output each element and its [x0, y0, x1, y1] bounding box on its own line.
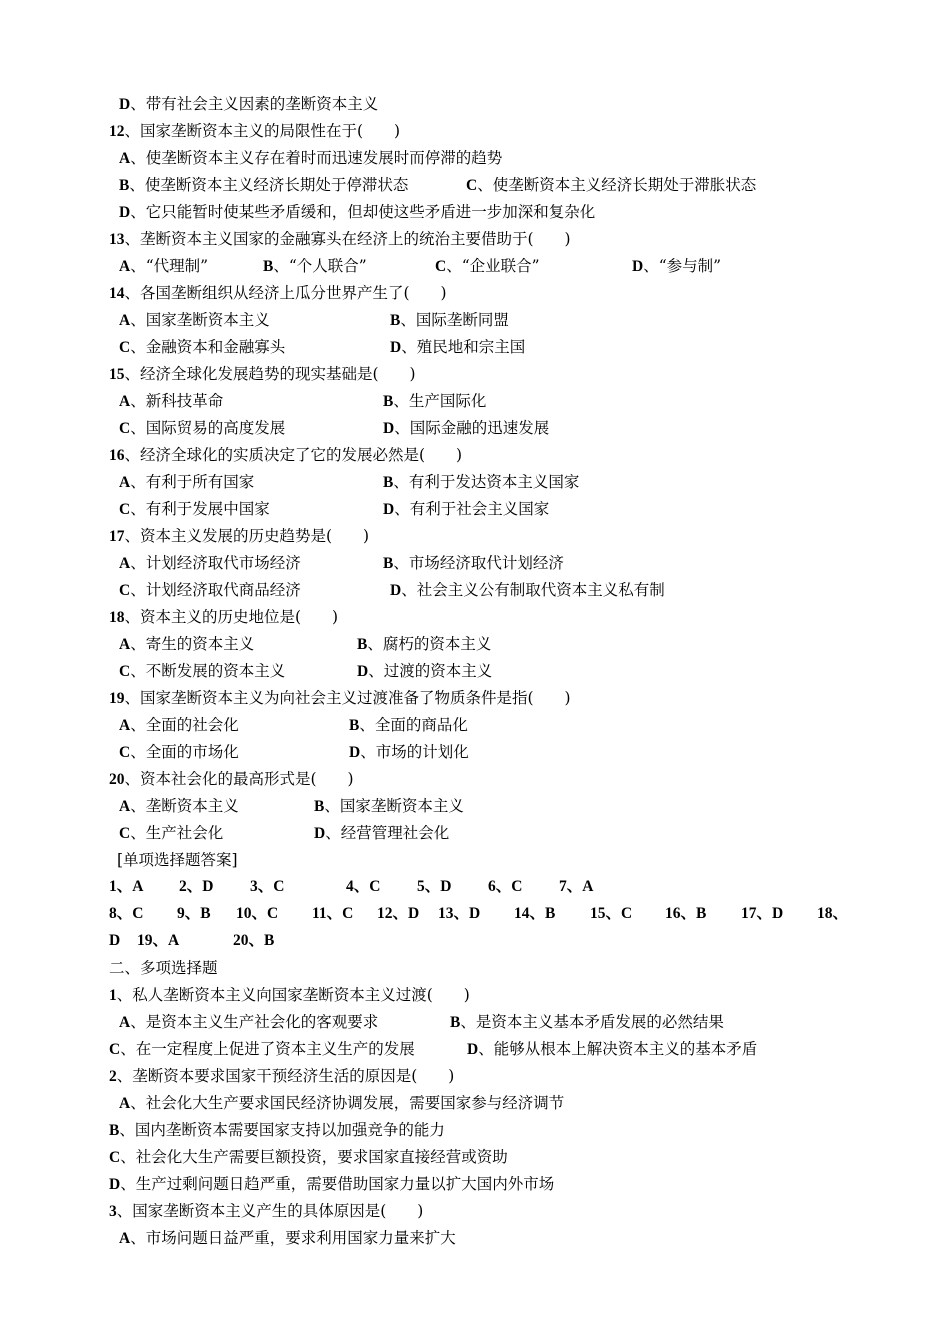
option-line — [119, 1093, 564, 1114]
question-line — [109, 121, 400, 142]
option-letter: A — [119, 1095, 131, 1112]
option-letter: C — [119, 825, 131, 842]
option-letter: C — [109, 1041, 121, 1058]
option-letter: D — [383, 420, 395, 437]
option-letter: B — [450, 1014, 461, 1031]
option-letter: D — [119, 204, 131, 221]
answer-item: 1、A — [109, 878, 144, 895]
option-text: 、“参与制” — [643, 257, 722, 275]
option-text: 、计划经济取代商品经济 — [130, 581, 301, 599]
answer-item: 6、C — [488, 878, 523, 895]
question-text: 、国家垄断资本主义为向社会主义过渡准备了物质条件是指( ) — [124, 689, 571, 707]
option-text: 、“个人联合” — [273, 257, 367, 275]
option-letter: B — [357, 636, 368, 653]
option-line — [119, 94, 378, 115]
question-line — [109, 607, 338, 628]
option-line — [349, 742, 469, 763]
option-text: 、市场的计划化 — [360, 743, 469, 761]
answer-item: 14、B — [514, 905, 556, 922]
section-heading-text: 二、多项选择题 — [109, 959, 218, 977]
option-text: 、在一定程度上促进了资本主义生产的发展 — [120, 1040, 415, 1058]
question-text: 、资本主义的历史地位是( ) — [124, 608, 339, 626]
question-number: 14 — [109, 285, 125, 302]
option-letter: A — [119, 474, 131, 491]
option-letter: A — [119, 636, 131, 653]
section-heading — [109, 958, 218, 978]
option-line — [119, 310, 270, 331]
question-text: 、经济全球化的实质决定了它的发展必然是( ) — [124, 446, 463, 464]
option-text: 、腐朽的资本主义 — [367, 635, 492, 653]
option-text: 、国家垄断资本主义 — [324, 797, 464, 815]
option-text: 、使垄断资本主义经济长期处于停滞状态 — [129, 176, 409, 194]
option-letter: B — [349, 717, 360, 734]
option-letter: D — [390, 582, 402, 599]
option-text: 、计划经济取代市场经济 — [130, 554, 301, 572]
option-line — [119, 499, 270, 520]
option-line — [450, 1012, 724, 1033]
option-text: 、全面的市场化 — [130, 743, 239, 761]
answer-item: 2、D — [179, 878, 214, 895]
question-number: 19 — [109, 690, 125, 707]
option-line — [390, 337, 525, 358]
option-letter: D — [357, 663, 369, 680]
option-letter: D — [109, 1176, 121, 1193]
option-text: 、社会主义公有制取代资本主义私有制 — [401, 581, 665, 599]
option-letter: A — [119, 717, 131, 734]
option-line — [109, 1174, 554, 1195]
question-text: 、经济全球化发展趋势的现实基础是( ) — [124, 365, 416, 383]
option-text: 、全面的商品化 — [359, 716, 468, 734]
option-text: 、是资本主义生产社会化的客观要求 — [130, 1013, 379, 1031]
option-text: 、社会化大生产要求国民经济协调发展，需要国家参与经济调节 — [130, 1094, 565, 1112]
question-number: 15 — [109, 366, 125, 383]
option-text: 、国际垄断同盟 — [400, 311, 509, 329]
option-text: 、社会化大生产需要巨额投资，要求国家直接经营或资助 — [120, 1148, 508, 1166]
option-text: 、过渡的资本主义 — [368, 662, 493, 680]
option-letter: C — [119, 420, 131, 437]
question-number: 17 — [109, 528, 125, 545]
question-number: 16 — [109, 447, 125, 464]
option-line — [390, 310, 509, 331]
answer-row — [0, 877, 950, 897]
option-text: 、全面的社会化 — [130, 716, 239, 734]
option-line — [119, 715, 239, 736]
option-text: 、寄生的资本主义 — [130, 635, 255, 653]
option-letter: B — [119, 177, 130, 194]
answers-heading: [单项选择题答案] — [117, 851, 238, 869]
answer-item: 7、A — [559, 878, 594, 895]
option-letter: B — [314, 798, 325, 815]
option-letter: D — [119, 96, 131, 113]
question-text: 、私人垄断资本主义向国家垄断资本主义过渡( ) — [116, 986, 470, 1004]
option-line — [119, 742, 239, 763]
answer-item: 16、B — [665, 905, 707, 922]
question-number: 18 — [109, 609, 125, 626]
answer-item: 3、C — [250, 878, 285, 895]
option-text: 、有利于所有国家 — [130, 473, 255, 491]
question-line — [109, 445, 462, 466]
answer-item: 11、C — [312, 905, 354, 922]
question-line — [109, 364, 416, 385]
option-line — [263, 256, 367, 277]
question-text: 、各国垄断组织从经济上瓜分世界产生了( ) — [124, 284, 447, 302]
option-line — [314, 796, 464, 817]
question-line — [109, 688, 571, 709]
option-letter: D — [467, 1041, 479, 1058]
answer-item: 12、D — [377, 905, 420, 922]
option-line — [467, 1039, 757, 1060]
option-line — [383, 553, 564, 574]
option-text: 、市场问题日益严重，要求利用国家力量来扩大 — [130, 1229, 456, 1247]
option-letter: A — [119, 258, 131, 275]
option-line — [119, 1228, 456, 1249]
option-line — [383, 499, 549, 520]
option-letter: D — [632, 258, 644, 275]
option-letter: A — [119, 393, 131, 410]
option-letter: B — [383, 393, 394, 410]
answer-item: 17、D — [741, 905, 784, 922]
option-line — [357, 634, 491, 655]
option-letter: B — [263, 258, 274, 275]
question-number: 1 — [109, 987, 117, 1004]
option-text: 、有利于发展中国家 — [130, 500, 270, 518]
option-line — [109, 1039, 415, 1060]
option-line — [119, 472, 254, 493]
question-line — [109, 1066, 454, 1087]
option-letter: B — [390, 312, 401, 329]
option-text: 、带有社会主义因素的垄断资本主义 — [130, 95, 379, 113]
option-line — [109, 1120, 445, 1141]
question-line — [109, 229, 571, 250]
question-number: 13 — [109, 231, 125, 248]
option-letter: B — [383, 555, 394, 572]
option-text: 、国家垄断资本主义 — [130, 311, 270, 329]
option-letter: A — [119, 150, 131, 167]
question-line — [109, 1201, 423, 1222]
option-letter: D — [349, 744, 361, 761]
question-line — [109, 283, 447, 304]
option-text: 、金融资本和金融寡头 — [130, 338, 286, 356]
option-text: 、新科技革命 — [130, 392, 224, 410]
question-line — [109, 769, 354, 790]
option-text: 、生产社会化 — [130, 824, 224, 842]
answer-item: 18、 — [817, 905, 849, 922]
option-text: 、经营管理社会化 — [325, 824, 450, 842]
option-text: 、有利于社会主义国家 — [394, 500, 550, 518]
option-letter: B — [383, 474, 394, 491]
option-line — [119, 391, 223, 412]
option-line — [119, 661, 285, 682]
question-number: 3 — [109, 1203, 117, 1220]
option-line — [383, 418, 549, 439]
answer-item: 20、B — [233, 932, 275, 949]
answer-item: D — [109, 932, 121, 949]
option-line — [119, 256, 208, 277]
option-letter: A — [119, 555, 131, 572]
option-text: 、不断发展的资本主义 — [130, 662, 286, 680]
option-text: 、殖民地和宗主国 — [401, 338, 526, 356]
option-line — [119, 175, 408, 196]
option-line — [119, 148, 502, 169]
question-text: 、垄断资本主义国家的金融寡头在经济上的统治主要借助于( ) — [124, 230, 571, 248]
option-line — [383, 391, 486, 412]
question-number: 20 — [109, 771, 125, 788]
answer-item: 10、C — [236, 905, 279, 922]
option-letter: B — [109, 1122, 120, 1139]
option-letter: C — [119, 744, 131, 761]
option-text: 、有利于发达资本主义国家 — [393, 473, 580, 491]
question-text: 、资本主义发展的历史趋势是( ) — [124, 527, 370, 545]
answer-item: 8、C — [109, 905, 144, 922]
option-text: 、使垄断资本主义经济长期处于滞胀状态 — [477, 176, 757, 194]
option-text: 、能够从根本上解决资本主义的基本矛盾 — [478, 1040, 758, 1058]
option-text: 、使垄断资本主义存在着时而迅速发展时而停滞的趋势 — [130, 149, 503, 167]
answer-row — [0, 931, 950, 951]
option-line — [383, 472, 579, 493]
option-line — [390, 580, 665, 601]
option-text: 、垄断资本主义 — [130, 797, 239, 815]
answer-row — [0, 904, 950, 924]
option-line — [466, 175, 756, 196]
question-text: 、国家垄断资本主义产生的具体原因是( ) — [116, 1202, 424, 1220]
question-text: 、资本社会化的最高形式是( ) — [124, 770, 354, 788]
option-letter: A — [119, 798, 131, 815]
option-line — [435, 256, 540, 277]
option-letter: C — [109, 1149, 121, 1166]
option-line — [109, 1147, 508, 1168]
answer-item: 5、D — [417, 878, 452, 895]
option-text: 、是资本主义基本矛盾发展的必然结果 — [460, 1013, 724, 1031]
option-letter: C — [119, 582, 131, 599]
option-text: 、市场经济取代计划经济 — [393, 554, 564, 572]
question-line — [109, 985, 470, 1006]
answer-item: 4、C — [346, 878, 381, 895]
option-letter: D — [383, 501, 395, 518]
option-line — [119, 337, 285, 358]
option-letter: C — [466, 177, 478, 194]
option-line — [119, 418, 285, 439]
option-letter: C — [435, 258, 447, 275]
option-line — [119, 553, 301, 574]
question-number: 12 — [109, 123, 125, 140]
question-line — [109, 526, 369, 547]
option-text: 、“代理制” — [130, 257, 209, 275]
question-text: 、垄断资本要求国家干预经济生活的原因是( ) — [116, 1067, 455, 1085]
option-letter: C — [119, 501, 131, 518]
answer-item: 19、A — [137, 932, 180, 949]
option-line — [119, 580, 301, 601]
option-letter: A — [119, 1014, 131, 1031]
option-letter: D — [390, 339, 402, 356]
option-letter: C — [119, 339, 131, 356]
option-letter: C — [119, 663, 131, 680]
option-line — [119, 796, 239, 817]
option-line — [349, 715, 468, 736]
option-line — [119, 202, 595, 223]
option-text: 、国际金融的迅速发展 — [394, 419, 550, 437]
option-text: 、生产国际化 — [393, 392, 487, 410]
option-text: 、国际贸易的高度发展 — [130, 419, 286, 437]
answer-item: 9、B — [177, 905, 211, 922]
question-number: 2 — [109, 1068, 117, 1085]
option-line — [119, 634, 254, 655]
option-text: 、生产过剩问题日趋严重，需要借助国家力量以扩大国内外市场 — [120, 1175, 555, 1193]
option-text: 、国内垄断资本需要国家支持以加强竞争的能力 — [119, 1121, 445, 1139]
option-text: 、它只能暂时使某些矛盾缓和，但却使这些矛盾进一步加深和复杂化 — [130, 203, 596, 221]
option-line — [357, 661, 492, 682]
option-line — [119, 823, 223, 844]
option-line — [119, 1012, 378, 1033]
option-line — [314, 823, 449, 844]
question-text: 、国家垄断资本主义的局限性在于( ) — [124, 122, 401, 140]
option-text: 、“企业联合” — [446, 257, 540, 275]
option-line — [632, 256, 721, 277]
option-letter: D — [314, 825, 326, 842]
answer-item: 15、C — [590, 905, 633, 922]
option-letter: A — [119, 312, 131, 329]
option-letter: A — [119, 1230, 131, 1247]
answer-item: 13、D — [438, 905, 481, 922]
